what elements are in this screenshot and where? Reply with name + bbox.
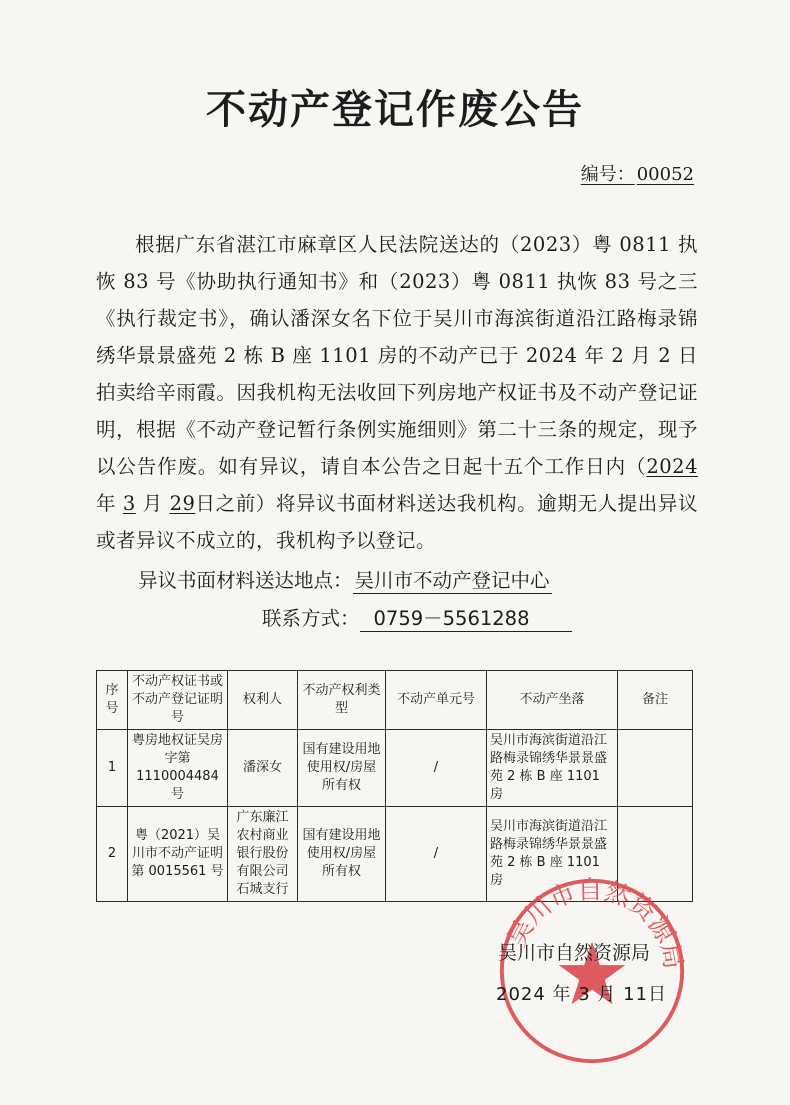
deadline-month: 3	[122, 492, 136, 515]
document-number	[581, 160, 694, 186]
certificate-table	[96, 670, 693, 902]
objection-address-label: 异议书面材料送达地点：	[138, 569, 353, 592]
column-header: 权利人	[228, 671, 298, 730]
column-header: 不动产权证书或不动产登记证明号	[128, 671, 228, 730]
column-header: 备注	[618, 671, 693, 730]
table-cell: 潘深女	[228, 730, 298, 807]
table-cell: 粤（2021）吴川市不动产证明第 0015561 号	[128, 807, 228, 902]
deadline-year: 2024	[646, 455, 698, 478]
column-header: 不动产坐落	[487, 671, 618, 730]
page-title: 不动产登记作废公告	[206, 87, 584, 133]
deadline-suffix: 日之前）将异议书面材料送达我机构。逾期无人提出异议或者异议不成立的，我机构予以登记。	[96, 492, 698, 552]
deadline-month-label: 月	[135, 492, 170, 515]
objection-address-value: 吴川市不动产登记中心	[354, 569, 550, 592]
column-header: 不动产单元号	[386, 671, 487, 730]
table-cell: 吴川市海滨街道沿江路梅录锦绣华景景盛苑 2 栋 B 座 1101 房	[487, 730, 618, 807]
seal-text-arc: 吴川市自然资源局	[501, 875, 689, 972]
table-cell: 吴川市海滨街道沿江路梅录锦绣华景景盛苑 2 栋 B 座 1101 房	[487, 807, 618, 902]
document-number-label: 编号：	[580, 164, 635, 185]
official-seal	[494, 873, 690, 1069]
table-cell	[618, 730, 693, 807]
table-cell: /	[386, 730, 487, 807]
notice-body	[96, 226, 698, 559]
issuing-authority: 吴川市自然资源局	[498, 942, 651, 964]
column-header: 序号	[97, 671, 128, 730]
table-cell: 粤房地权证吴房字第 1110004484 号	[128, 730, 228, 807]
notice-body-text: 根据广东省湛江市麻章区人民法院送达的（2023）粤 0811 执恢 83 号《协助执行通知书》和（2023）粤 0811 执恢 83 号之三《执行裁定书》，确认潘深女名下位于吴川市海滨街道沿江路梅录锦绣华景景盛苑 2 栋 B 座 1101 房的不动产已于 2024 年 2 月 2 日拍卖给辛雨霞。因我机构无法收回下列房地产权证书及不动产登记证明，根据《不动产登记暂行条例实施细则》第二十三条的规定，现予以公告作废。如有异议，请自本公告之日起十五个工作日内（	[96, 233, 698, 478]
deadline-day: 29	[169, 492, 196, 515]
table-cell: /	[386, 807, 487, 902]
table-cell: 2	[97, 807, 128, 902]
table-cell: 国有建设用地使用权/房屋所有权	[298, 730, 386, 807]
table-header-row	[97, 671, 693, 730]
objection-address	[138, 565, 552, 594]
document-number-value: 00052	[636, 164, 694, 185]
column-header: 不动产权利类型	[298, 671, 386, 730]
table-cell: 1	[97, 730, 128, 807]
table-cell: 广东廉江农村商业银行股份有限公司石城支行	[228, 807, 298, 902]
table-row	[97, 730, 693, 807]
table-cell: 国有建设用地使用权/房屋所有权	[298, 807, 386, 902]
deadline-year-label: 年	[96, 492, 123, 515]
issue-date: 2024 年 3 月 11日	[496, 984, 668, 1005]
contact-value: 0759－5561288	[360, 607, 572, 632]
contact-label: 联系方式：	[262, 607, 360, 630]
contact-info	[262, 603, 572, 632]
